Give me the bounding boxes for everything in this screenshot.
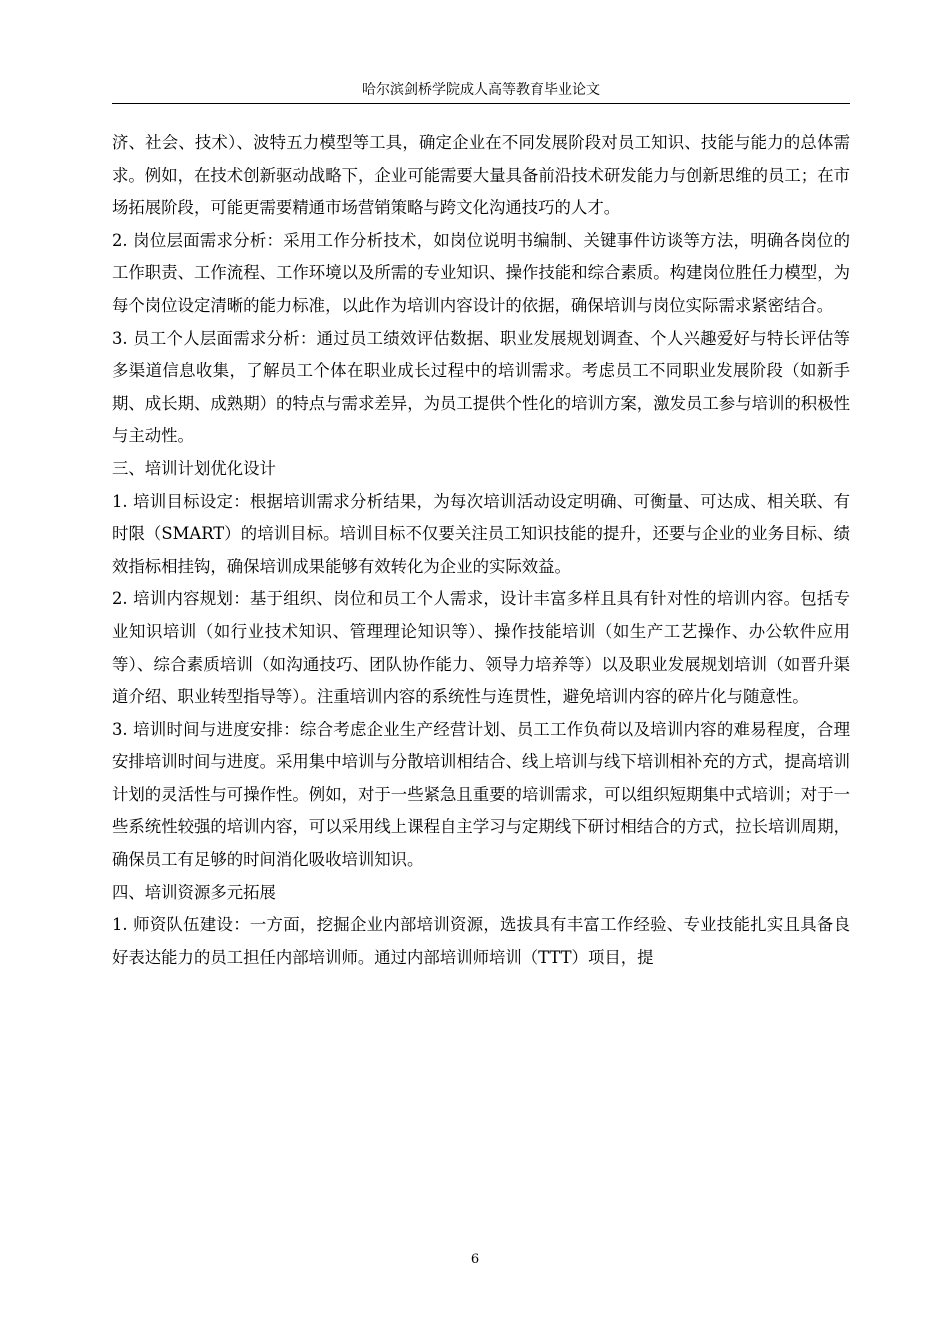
section-heading: 四、培训资源多元拓展: [112, 882, 276, 902]
body-text: [112, 127, 850, 974]
paragraph: 济、社会、技术）、波特五力模型等工具，确定企业在不同发展阶段对员工知识、技能与能力的总体需求。例如，在技术创新驱动战略下，企业可能需要大量具备前沿技术研发能力与创新思维的员工；在市场拓展阶段，可能更需要精通市场营销策略与跨文化沟通技巧的人才。: [112, 133, 850, 218]
paragraph: 3. 培训时间与进度安排：综合考虑企业生产经营计划、员工工作负荷以及培训内容的难易程度，合理安排培训时间与进度。采用集中培训与分散培训相结合、线上培训与线下培训相补充的方式，提高培训计划的灵活性与可操作性。例如，对于一些紧急且重要的培训需求，可以组织短期集中式培训；对于一些系统性较强的培训内容，可以采用线上课程自主学习与定期线下研讨相结合的方式，拉长培训周期，确保员工有足够的时间消化吸收培训知识。: [112, 719, 850, 870]
paragraph: 2. 岗位层面需求分析：采用工作分析技术，如岗位说明书编制、关键事件访谈等方法，明确各岗位的工作职责、工作流程、工作环境以及所需的专业知识、操作技能和综合素质。构建岗位胜任力模型，为每个岗位设定清晰的能力标准，以此作为培训内容设计的依据，确保培训与岗位实际需求紧密结合。: [112, 230, 850, 315]
section-heading: 三、培训计划优化设计: [112, 458, 276, 478]
header-rule: [112, 103, 850, 104]
page-header-title: 哈尔滨剑桥学院成人高等教育毕业论文: [362, 82, 600, 98]
paragraph: 1. 培训目标设定：根据培训需求分析结果，为每次培训活动设定明确、可衡量、可达成、相关联、有时限（SMART）的培训目标。培训目标不仅要关注员工知识技能的提升，还要与企业的业务目标、绩效指标相挂钩，确保培训成果能够有效转化为企业的实际效益。: [112, 491, 850, 576]
paragraph: 1. 师资队伍建设：一方面，挖掘企业内部培训资源，选拔具有丰富工作经验、专业技能扎实且具备良好表达能力的员工担任内部培训师。通过内部培训师培训（TTT）项目，提: [112, 915, 850, 967]
paragraph: 2. 培训内容规划：基于组织、岗位和员工个人需求，设计丰富多样且具有针对性的培训内容。包括专业知识培训（如行业技术知识、管理理论知识等）、操作技能培训（如生产工艺操作、办公软件应用等）、综合素质培训（如沟通技巧、团队协作能力、领导力培养等）以及职业发展规划培训（如晋升渠道介绍、职业转型指导等）。注重培训内容的系统性与连贯性，避免培训内容的碎片化与随意性。: [112, 589, 850, 707]
page-number: 6: [470, 1252, 480, 1267]
paragraph: 3. 员工个人层面需求分析：通过员工绩效评估数据、职业发展规划调查、个人兴趣爱好与特长评估等多渠道信息收集，了解员工个体在职业成长过程中的培训需求。考虑员工不同职业发展阶段（如新手期、成长期、成熟期）的特点与需求差异，为员工提供个性化的培训方案，激发员工参与培训的积极性与主动性。: [112, 328, 850, 446]
